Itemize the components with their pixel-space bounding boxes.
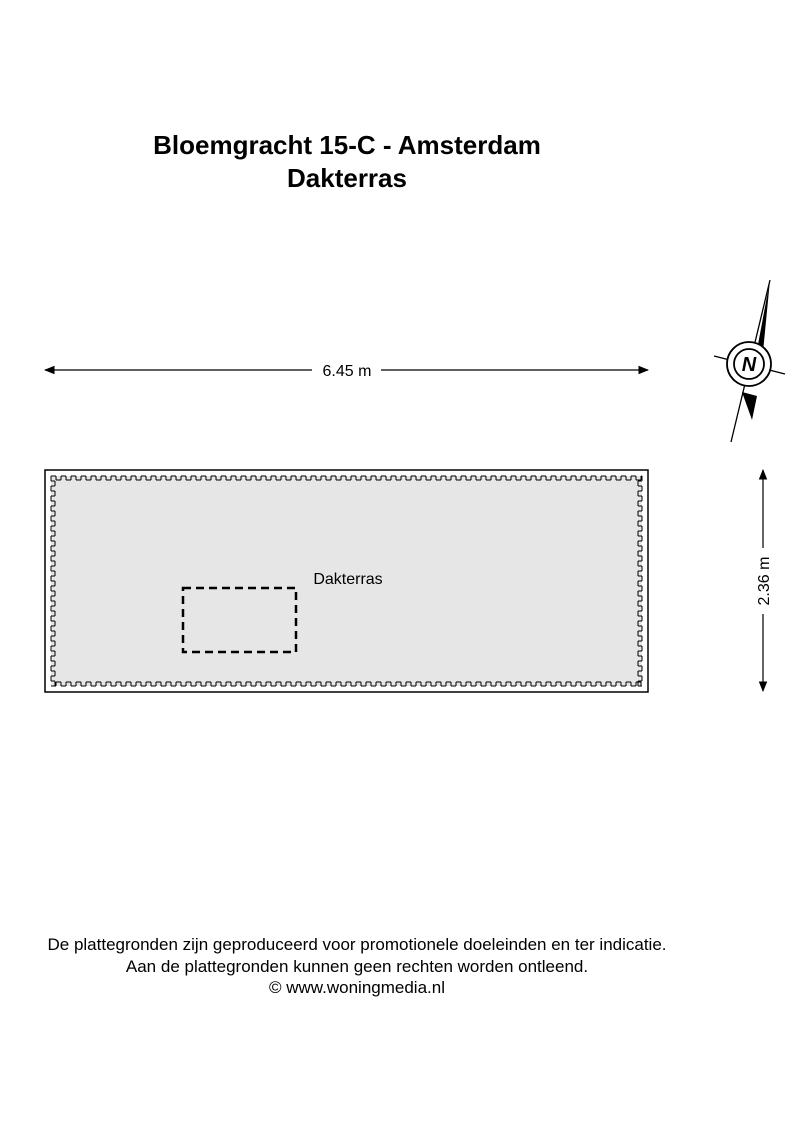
depth-dimension-label: 2.36 m [756, 556, 773, 606]
depth-dimension [756, 470, 773, 691]
page-title: Bloemgracht 15-C - Amsterdam [153, 130, 541, 160]
north-arrow-tip [757, 280, 770, 352]
north-arrow-icon [714, 280, 785, 442]
floor-name: Dakterras [287, 163, 407, 193]
width-dimension [45, 363, 648, 380]
disclaimer-line-1: De plattegronden zijn geproduceerd voor promotionele doeleinden en ter indicatie. [47, 935, 667, 954]
disclaimer-line-2: Aan de plattegronden kunnen geen rechten worden ontleend. [125, 957, 589, 976]
width-dimension-label: 6.45 m [322, 363, 372, 380]
north-label: N [741, 354, 757, 376]
copyright-line: © www.woningmedia.nl [269, 978, 445, 997]
north-arrow-tail [742, 392, 757, 420]
room-label-dakterras: Dakterras [313, 571, 383, 588]
